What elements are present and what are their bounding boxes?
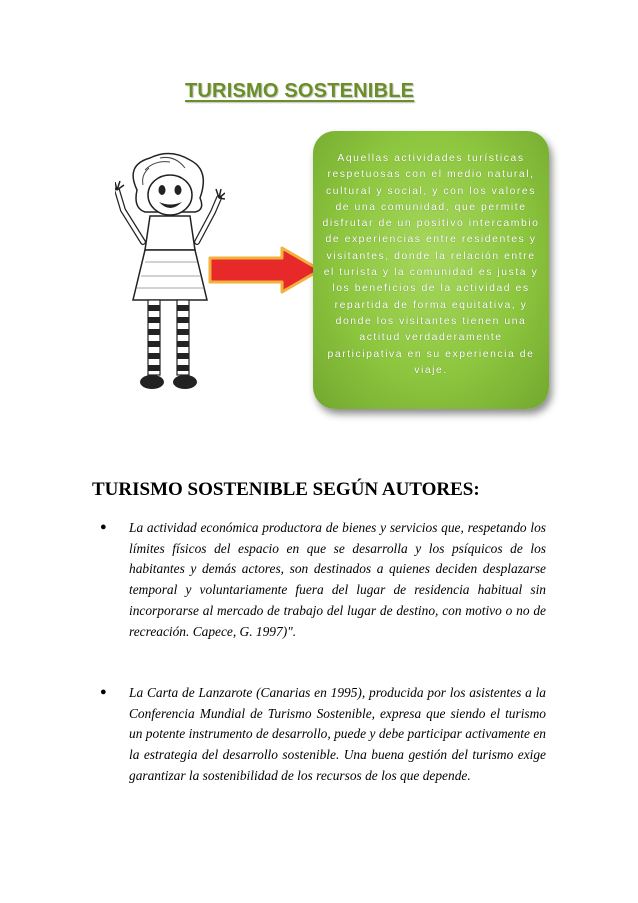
bullet-icon: ● (100, 521, 107, 533)
definition-text: Aquellas actividades turísticas respetuosas con el medio natural, cultural y social, y con los valores de una comunidad, que permite disfrutar de un positivo intercambio de experiencias entre residentes y visitantes, donde la relación entre el turista y la comunidad es justa y los beneficios de la actividad es repartida de forma equitativa, y donde los visitantes tienen una actitud verdaderamente participativa en su experiencia de viaje. (322, 153, 540, 376)
list-item-text: La actividad económica productora de bienes y servicios que, respetando los límites físicos del espacio en que se desarrolla y los psíquicos de los habitantes y demás actores, son destinados a quienes deciden desplazarse temporal y voluntariamente fuera del lugar de residencia habitual sin incorporarse al mercado de trabajo del lugar de destino, con motivo o no de recreación. Capece, G. 1997)". (129, 520, 546, 639)
section-heading: TURISMO SOSTENIBLE SEGÚN AUTORES: (92, 479, 480, 500)
right-arrow-icon (208, 246, 324, 294)
page-title: TURISMO SOSTENIBLE (185, 80, 415, 102)
list-item-text: La Carta de Lanzarote (Canarias en 1995), producida por los asistentes a la Conferencia Mundial de Turismo Sostenible, expresa que siendo el turismo un potente instrumento de desarrollo, puede y debe participar activamente en la estrategia del desarrollo sostenible. Una buena gestión del turismo exige garantizar la sostenibilidad de los recursos de los que depende. (129, 685, 546, 783)
definition-box (313, 131, 549, 409)
list-item (100, 518, 546, 642)
bullet-icon: ● (100, 686, 107, 698)
list-item (100, 683, 546, 787)
